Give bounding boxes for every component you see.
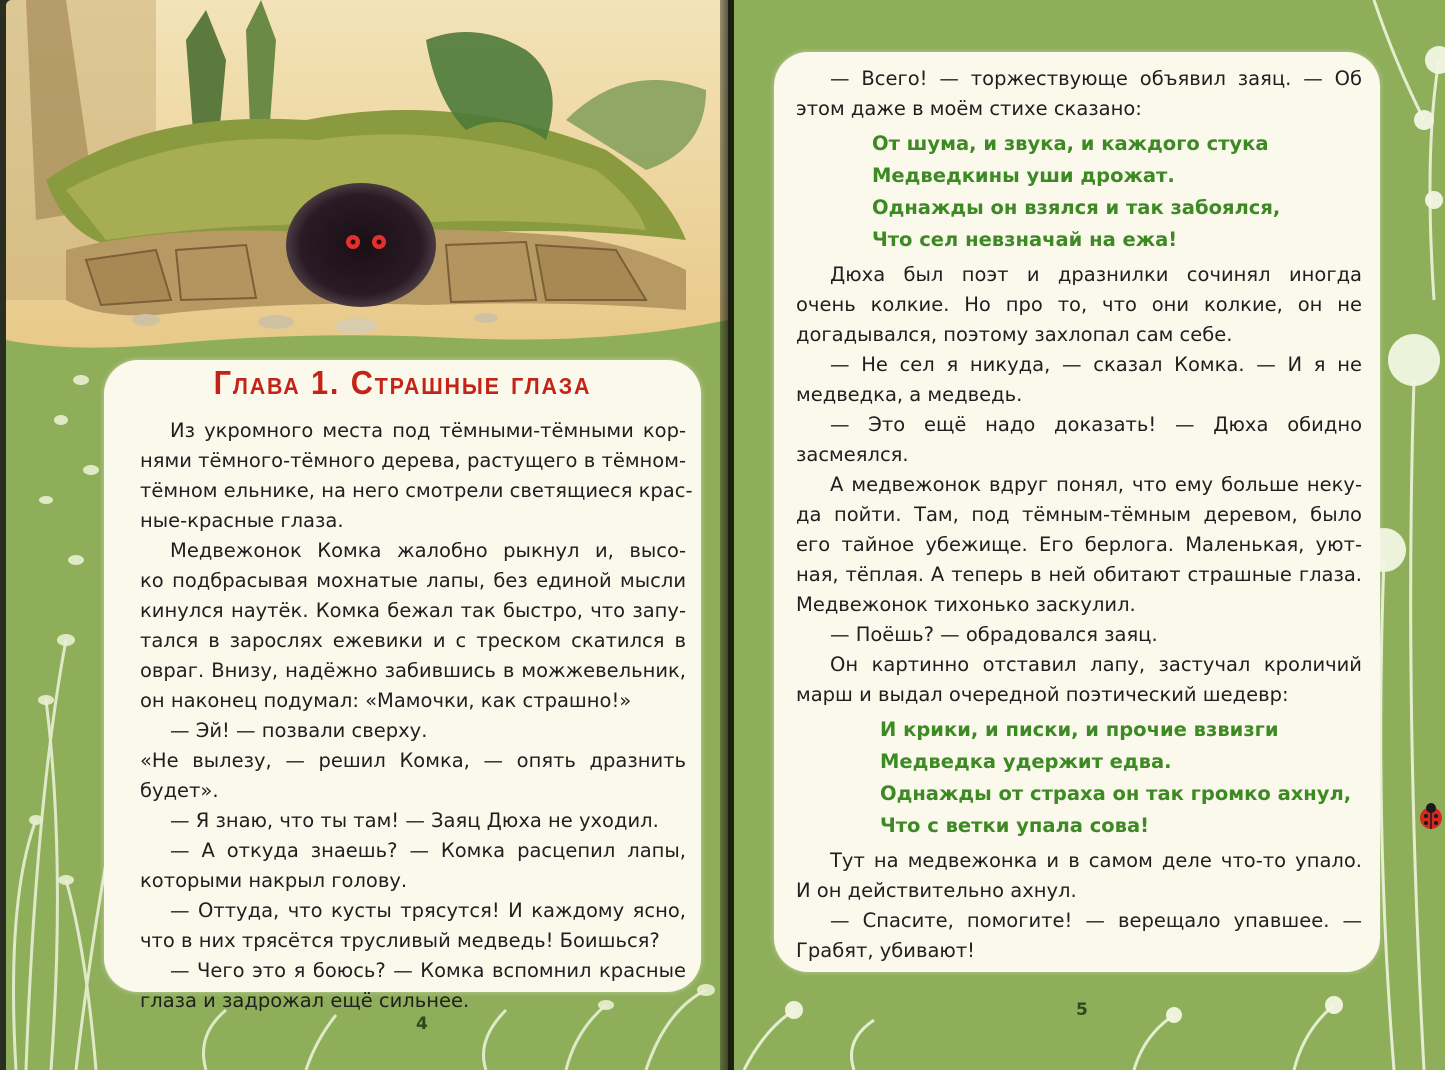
poem-line: Что сел невзначай на ежа! — [872, 228, 1178, 251]
text-line: — Эй! — позвали сверху. — [170, 719, 428, 742]
text-line: овраг. Внизу, надёжно забившись в можжевельник, — [140, 659, 686, 682]
page-number-right: 5 — [1076, 1000, 1088, 1020]
text-line: — Это ещё надо доказать! — Дюха обидно — [830, 413, 1362, 436]
text-line: он наконец подумал: «Мамочки, как страшно!» — [140, 689, 632, 712]
left-page — [6, 0, 728, 1070]
poem-line: Однажды от страха он так громко ахнул, — [880, 782, 1352, 805]
ladybug-icon — [1416, 802, 1445, 832]
text-line: тёмном ельнике, на него смотрели светящиеся крас- — [140, 479, 693, 502]
text-line: — Я знаю, что ты там! — Заяц Дюха не уходил. — [170, 809, 659, 832]
den-hole — [286, 183, 436, 307]
poem-line: Что с ветки упала сова! — [880, 814, 1150, 837]
poem-line: От шума, и звука, и каждого стука — [872, 132, 1269, 155]
text-line: ная, тёплая. А теперь в ней обитают страшные глаза. — [796, 563, 1362, 586]
text-line: Медвежонок Комка жалобно рыкнул и, высо- — [170, 539, 686, 562]
left-body-text — [140, 416, 693, 1016]
text-line: Он картинно отставил лапу, застучал кроличий — [830, 653, 1362, 676]
text-line: которыми накрыл голову. — [140, 869, 408, 892]
poem-line: Медведкины уши дрожат. — [872, 164, 1175, 187]
text-line: нями тёмного-тёмного дерева, растущего в тёмном- — [140, 449, 686, 472]
text-line: этом даже в моём стихе сказано: — [796, 97, 1142, 120]
text-line: — Чего это я боюсь? — Комка вспомнил красные — [170, 959, 686, 982]
right-body-text — [796, 64, 1362, 966]
text-line: Медвежонок тихонько заскулил. — [796, 593, 1136, 616]
right-text-panel — [774, 52, 1380, 972]
text-line: «Не вылезу, — решил Комка, — опять дразнить — [140, 749, 686, 772]
text-line: Тут на медвежонка и в самом деле что-то упало. — [830, 849, 1362, 872]
text-line: кинулся наутёк. Комка бежал так быстро, что запу- — [140, 599, 686, 622]
text-line: ко подбрасывая мохнатые лапы, без единой мысли — [140, 569, 686, 592]
text-line: что в них трясётся трусливый медведь! Боишься? — [140, 929, 660, 952]
text-line: глаза и задрожал ещё сильнее. — [140, 989, 470, 1012]
text-line: ные-красные глаза. — [140, 509, 344, 532]
poem-line: И крики, и писки, и прочие взвизги — [880, 718, 1279, 741]
text-line: — Всего! — торжествующе объявил заяц. — Об — [830, 67, 1362, 90]
chapter-title: Глава 1. Страшные глаза — [213, 364, 592, 401]
text-line: очень колкие. Но про то, что они колкие, он не — [796, 293, 1362, 316]
text-line: И он действительно ахнул. — [796, 879, 1077, 902]
text-line: Грабят, убивают! — [796, 939, 976, 962]
poem-line: Однажды он взялся и так забоялся, — [872, 196, 1281, 219]
text-line: — Оттуда, что кусты трясутся! И каждому ясно, — [170, 899, 686, 922]
text-line: да пойти. Там, под тёмным-тёмным деревом, было — [796, 503, 1362, 526]
text-line: Дюха был поэт и дразнилки сочинял иногда — [830, 263, 1362, 286]
text-line: его тайное убежище. Его берлога. Маленькая, уют- — [796, 533, 1362, 556]
text-line: — Не сел я никуда, — сказал Комка. — И я не — [830, 353, 1362, 376]
text-line: Из укромного места под тёмными-тёмными кор- — [170, 419, 686, 442]
left-text-panel — [104, 360, 701, 1012]
text-line: догадывался, поэтому захлопал сам себе. — [796, 323, 1233, 346]
page-number-left: 4 — [416, 1014, 428, 1034]
text-line: засмеялся. — [796, 443, 909, 466]
den-illustration — [6, 0, 728, 360]
text-line: — Спасите, помогите! — верещало упавшее. — — [830, 909, 1362, 932]
text-line: медведка, а медведь. — [796, 383, 1023, 406]
text-line: марш и выдал очередной поэтический шедевр: — [796, 683, 1289, 706]
text-line: — А откуда знаешь? — Комка расцепил лапы, — [170, 839, 686, 862]
text-line: будет». — [140, 779, 219, 802]
poem-block — [872, 128, 1362, 256]
right-page — [734, 0, 1445, 1070]
poem-line: Медведка удержит едва. — [880, 750, 1172, 773]
poem-block — [880, 714, 1362, 842]
text-line: тался в зарослях ежевики и с треском скатился в — [140, 629, 686, 652]
text-line: А медвежонок вдруг понял, что ему больше неку- — [830, 473, 1362, 496]
text-line: — Поёшь? — обрадовался заяц. — [830, 623, 1158, 646]
